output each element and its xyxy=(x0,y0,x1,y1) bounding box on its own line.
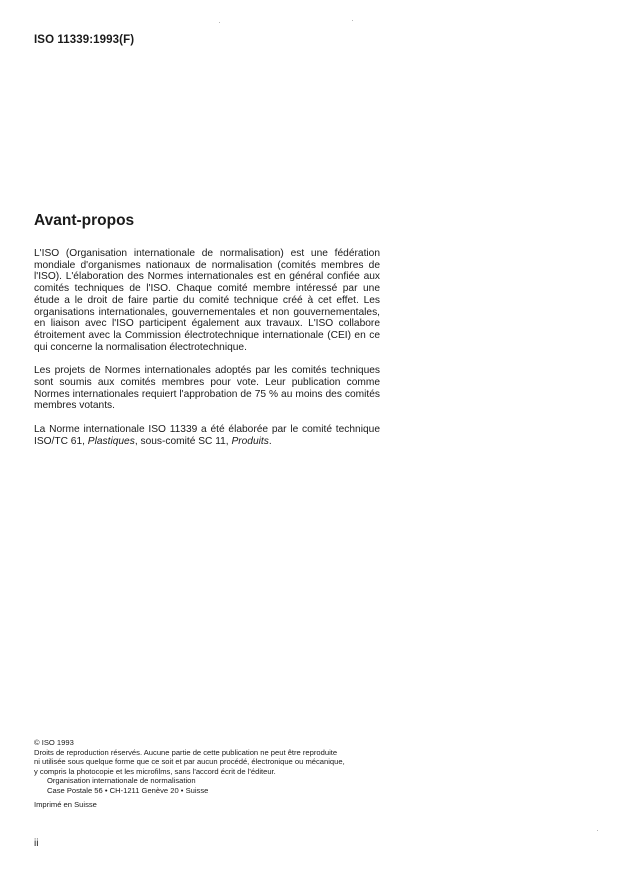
scan-speck xyxy=(219,22,220,23)
copyright-footer xyxy=(34,738,384,809)
document-header: ISO 11339:1993(F) xyxy=(34,34,135,46)
committee-end-text: . xyxy=(268,435,272,447)
organisation-name: Organisation internationale de normalisation xyxy=(47,776,196,786)
subcommittee-name: Produits xyxy=(231,435,269,447)
committee-lead-text: La Norme internationale ISO 11339 a été élaborée par le comité technique ISO/TC 61, xyxy=(34,424,380,447)
printed-in: Imprimé en Suisse xyxy=(34,799,97,809)
committee-name: Plastiques xyxy=(87,435,135,447)
scan-speck xyxy=(597,830,598,831)
rights-line-1: Droits de reproduction réservés. Aucune partie de cette publication ne peut être reproduite xyxy=(34,747,338,757)
committee-mid-text: , sous-comité SC 11, xyxy=(134,435,232,447)
paragraph-committee xyxy=(34,424,380,447)
paragraph-iso-organisation: L'ISO (Organisation internationale de normalisation) est une fédération mondiale d'organismes nationaux de normalisation (comités membres de l'ISO). L'élaboration des Normes internationales est en général confiée aux comités techniques de l'ISO. Chaque comité membre intéressé par une étude a le droit de faire partie du comité technique créé à cet effet. Les organisations internationales, gouvernementales et non gouvernementales, en liaison avec l'ISO participent également aux travaux. L'ISO collabore étroitement avec la Commission électrotechnique internationale (CEI) en ce qui concerne la normalisation électrotechnique. xyxy=(34,248,380,353)
organisation-address: Case Postale 56 • CH-1211 Genève 20 • Suisse xyxy=(47,785,209,795)
page-number: ii xyxy=(34,838,39,849)
copyright-line: © ISO 1993 xyxy=(34,738,74,747)
rights-line-3: y compris la photocopie et les microfilms, sans l'accord écrit de l'éditeur. xyxy=(34,766,276,776)
section-title: Avant-propos xyxy=(34,212,135,229)
paragraph-voting: Les projets de Normes internationales adoptés par les comités techniques sont soumis aux comités membres pour vote. Leur publication comme Normes internationales requiert l'approbation de 75 % au moins des comités membres votants. xyxy=(34,365,380,412)
foreword-body xyxy=(34,248,380,460)
rights-line-2: ni utilisée sous quelque forme que ce soit et par aucun procédé, électronique ou mécanique, xyxy=(34,757,345,767)
scan-speck xyxy=(352,20,353,21)
